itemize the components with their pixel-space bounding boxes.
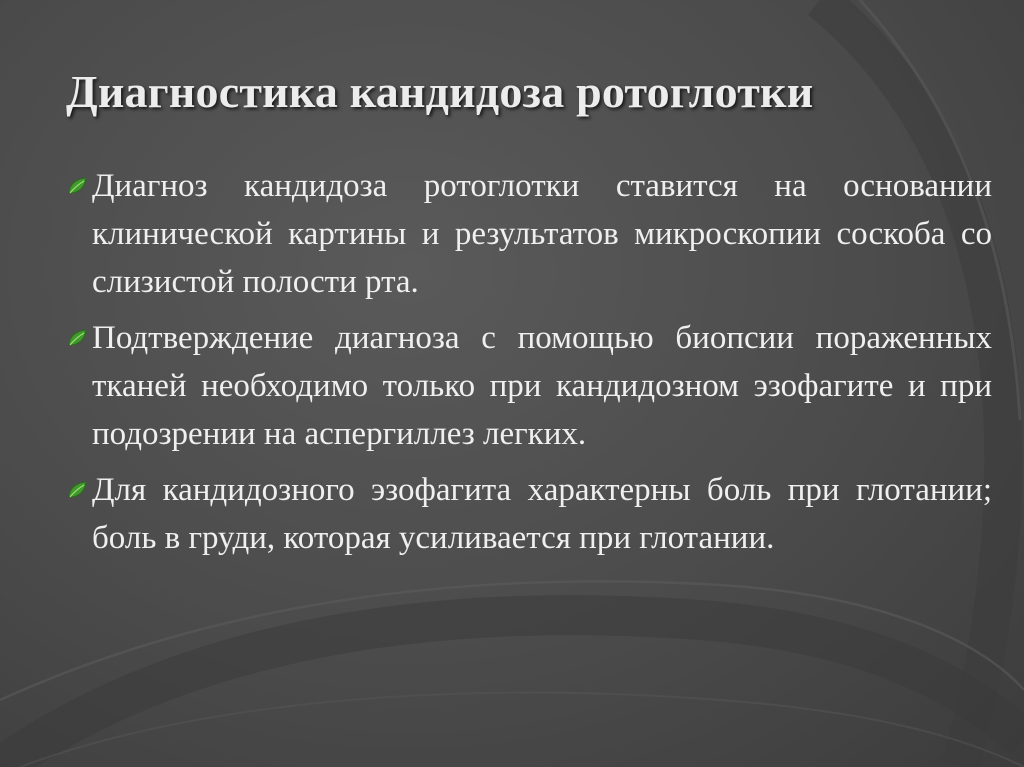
list-item [66, 466, 992, 562]
green-leaf-bullet-icon [66, 327, 90, 349]
list-item-text: Диагноз кандидоза ротоглотки ставится на основании клинической картины и результатов микроскопии соскоба со слизистой полости рта. [92, 168, 992, 300]
list-item-text: Для кандидозного эзофагита характерны боль при глотании; боль в груди, которая усиливается при глотании. [92, 472, 992, 556]
slide-title: Диагностика кандидоза ротоглотки [66, 66, 814, 117]
list-item-text: Подтверждение диагноза с помощью биопсии пораженных тканей необходимо только при кандидозном эзофагите и при подозрении на аспергиллез легких. [92, 320, 992, 452]
bullet-list [66, 162, 992, 570]
list-item [66, 314, 992, 458]
list-item [66, 162, 992, 306]
green-leaf-bullet-icon [66, 175, 90, 197]
green-leaf-bullet-icon [66, 479, 90, 501]
